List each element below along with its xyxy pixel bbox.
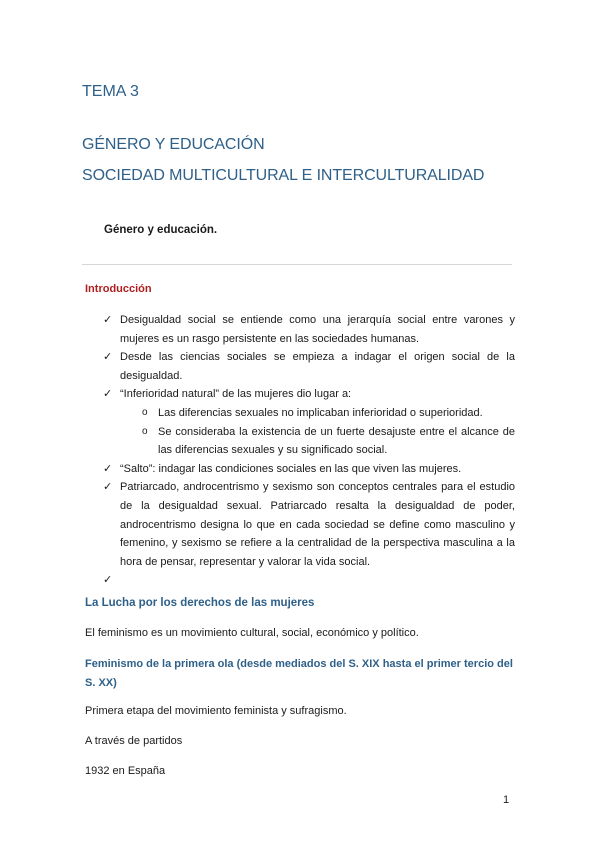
main-subtitle: SOCIEDAD MULTICULTURAL E INTERCULTURALIDAD — [82, 167, 485, 184]
sub-bullet-list — [100, 404, 515, 460]
intro-heading: Introducción — [85, 283, 152, 295]
paragraph-first-wave: Primera etapa del movimiento feminista y sufragismo. — [85, 705, 347, 717]
checkmark-icon: ✓ — [103, 351, 113, 364]
sub-bullet-group — [100, 404, 515, 460]
checkmark-icon: ✓ — [103, 481, 113, 494]
sub-bullet-item — [100, 423, 515, 460]
checkmark-icon: ✓ — [103, 388, 113, 401]
intro-bullet-list — [100, 311, 515, 589]
bullet-item — [100, 478, 515, 571]
section-paragraph: El feminismo es un movimiento cultural, social, económico y político. — [85, 627, 419, 639]
circle-bullet-icon: o — [142, 425, 148, 437]
sub-bullet-text: Las diferencias sexuales no implicaban inferioridad o superioridad. — [158, 406, 483, 419]
sub-bullet-text: Se consideraba la existencia de un fuerte desajuste entre el alcance de las diferencias sexuales y su significado social. — [158, 425, 515, 457]
page-number: 1 — [503, 794, 510, 806]
bullet-item — [100, 311, 515, 348]
section-heading-first-wave: Feminismo de la primera ola (desde mediados del S. XIX hasta el primer tercio del S. XX) — [85, 658, 513, 689]
bullet-text: “Salto”: indagar las condiciones sociales en las que viven las mujeres. — [120, 462, 462, 475]
sub-bullet-item — [100, 404, 515, 423]
bullet-item — [100, 460, 515, 479]
bullet-item — [100, 348, 515, 385]
section-subtitle: Género y educación. — [104, 224, 218, 236]
bullet-text: “Inferioridad natural” de las mujeres dio lugar a: — [120, 388, 352, 401]
topic-number: TEMA 3 — [82, 83, 139, 100]
main-title: GÉNERO Y EDUCACIÓN — [82, 136, 265, 153]
divider — [82, 264, 512, 265]
section-heading-rights: La Lucha por los derechos de las mujeres — [85, 597, 315, 609]
checkmark-icon: ✓ — [103, 462, 113, 475]
paragraph-spain: 1932 en España — [85, 765, 166, 777]
bullet-text: Desde las ciencias sociales se empieza a indagar el origen social de la desigualdad. — [120, 351, 515, 382]
bullet-text: Desigualdad social se entiende como una jerarquía social entre varones y mujeres es un rasgo persistente en las sociedades humanas. — [120, 314, 515, 345]
circle-bullet-icon: o — [142, 406, 148, 418]
bullet-item — [100, 385, 515, 404]
checkmark-icon: ✓ — [103, 574, 113, 587]
paragraph-parties: A través de partidos — [85, 735, 183, 747]
checkmark-icon: ✓ — [103, 314, 113, 326]
bullet-text: Patriarcado, androcentrismo y sexismo son conceptos centrales para el estudio de la desigualdad sexual. Patriarcado resalta la desigualdad de poder, androcentrismo designa lo que en cada sociedad se define como masculino y femenino, y sexismo se refiere a la centralidad de la perspectiva masculina a la hora de pensar, representar y valorar la vida social. — [120, 481, 515, 568]
bullet-item-empty — [100, 571, 515, 589]
